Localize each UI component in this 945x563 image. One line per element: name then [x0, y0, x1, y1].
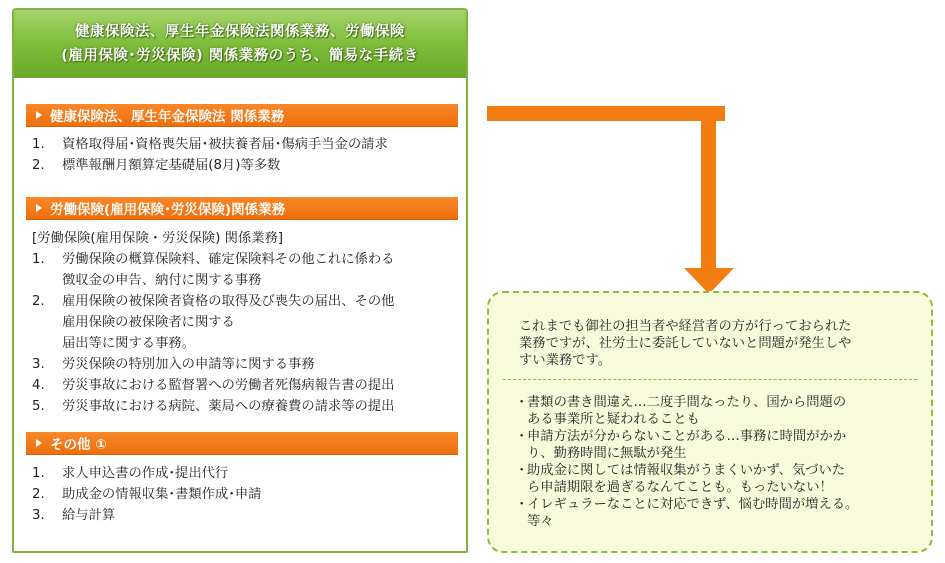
note-intro-line: すい業務です。 — [519, 353, 612, 368]
bullet-text: 等々 — [527, 514, 554, 529]
bullet-text: 助成金に関しては情報収集がうまくいかず、気づいた — [527, 463, 846, 478]
item-number: 1. — [32, 466, 45, 481]
item-text-continued: 徴収金の申告、納付に関する事務 — [62, 273, 262, 288]
list-item — [32, 155, 462, 176]
section-health-pension-title — [26, 104, 458, 127]
list-item — [32, 505, 462, 526]
bullet-dot-icon: ・ — [515, 429, 529, 444]
note-bullet-list — [515, 394, 925, 530]
item-number: 3. — [32, 357, 45, 372]
note-intro-line: 業務ですが、社労士に委託していないと問題が発生しや — [519, 336, 852, 351]
list-item — [32, 484, 462, 505]
item-text-continued: 雇用保険の被保険者に関する — [62, 315, 235, 330]
list-item — [32, 354, 462, 375]
item-text-continued: 届出等に関する事務。 — [62, 336, 195, 351]
panel-title-line2: (雇用保険･労災保険) 関係業務のうち、簡易な手続き — [61, 48, 419, 64]
triangle-right-icon — [36, 204, 42, 212]
services-panel — [12, 8, 468, 553]
bullet-text: ある事業所と疑われることも — [527, 412, 700, 427]
list-item — [32, 375, 462, 396]
list-item — [32, 291, 462, 312]
bullet-text: ら申請期限を過ぎるなんてことも。もったいない！ — [527, 480, 833, 495]
item-number: 1. — [32, 252, 45, 267]
arrow-shaft-horizontal — [487, 106, 725, 121]
bullet-dot-icon: ・ — [515, 463, 529, 478]
list-item — [32, 134, 462, 155]
panel-header — [14, 10, 466, 78]
item-number: 1. — [32, 137, 45, 152]
bullet-text: 書類の書き間違え…二度手間なったり、国から問題の — [527, 395, 847, 410]
section-other-title — [26, 432, 458, 455]
note-divider — [503, 379, 917, 380]
item-text: 資格取得届･資格喪失届･被扶養者届･傷病手当金の請求 — [62, 137, 388, 152]
item-number: 2. — [32, 158, 45, 173]
note-bullet — [515, 496, 925, 530]
note-bullet — [515, 462, 925, 496]
item-text: 求人申込書の作成･提出代行 — [62, 466, 229, 481]
item-text: 労災事故における病院、薬局への療養費の請求等の提出 — [62, 399, 395, 414]
bullet-text: イレギュラーなことに対応できず、悩む時間が増える。 — [527, 497, 859, 512]
item-text: 労災保険の特別加入の申請等に関する事務 — [62, 357, 315, 372]
note-intro — [519, 318, 919, 369]
item-number: 2. — [32, 487, 45, 502]
section-title-label: 労働保険(雇用保険･労災保険)関係業務 — [50, 202, 286, 218]
section-title-label: その他 ① — [50, 437, 107, 453]
item-text: 雇用保険の被保険者資格の取得及び喪失の届出、その他 — [62, 294, 395, 309]
section-subheading: [労働保険(雇用保険・労災保険) 関係業務] — [32, 231, 284, 246]
bullet-dot-icon: ・ — [515, 497, 529, 512]
note-bullet — [515, 394, 925, 428]
list-item — [32, 463, 462, 484]
section-health-pension-list — [32, 134, 462, 176]
section-title-label: 健康保険法、厚生年金保険法 関係業務 — [50, 109, 285, 125]
item-number: 5. — [32, 399, 45, 414]
arrow-shaft-vertical — [701, 106, 716, 270]
item-text: 労災事故における監督署への労働者死傷病報告書の提出 — [62, 378, 395, 393]
note-bullet — [515, 428, 925, 462]
triangle-right-icon — [36, 439, 42, 447]
panel-title-line1: 健康保険法、厚生年金保険法関係業務、労働保険 — [75, 24, 405, 40]
bullet-text: 申請方法が分からないことがある…事務に時間がかか — [527, 429, 847, 444]
item-text: 給与計算 — [62, 508, 116, 523]
bullet-text: り、勤務時間に無駄が発生 — [527, 446, 687, 461]
item-text: 標準報酬月額算定基礎届(8月)等多数 — [62, 158, 281, 173]
note-box — [487, 291, 933, 553]
note-intro-line: これまでも御社の担当者や経営者の方が行っておられた — [519, 319, 852, 334]
item-number: 2. — [32, 294, 45, 309]
section-other-list — [32, 463, 462, 526]
item-text: 助成金の情報収集･書類作成･申請 — [62, 487, 262, 502]
triangle-right-icon — [36, 111, 42, 119]
list-item — [32, 249, 462, 270]
section-labor-insurance-list — [32, 228, 462, 417]
list-item — [32, 396, 462, 417]
bullet-dot-icon: ・ — [515, 395, 529, 410]
section-labor-insurance-title — [26, 197, 458, 220]
item-text: 労働保険の概算保険料、確定保険料その他これに係わる — [62, 252, 395, 267]
item-number: 4. — [32, 378, 45, 393]
item-number: 3. — [32, 508, 45, 523]
